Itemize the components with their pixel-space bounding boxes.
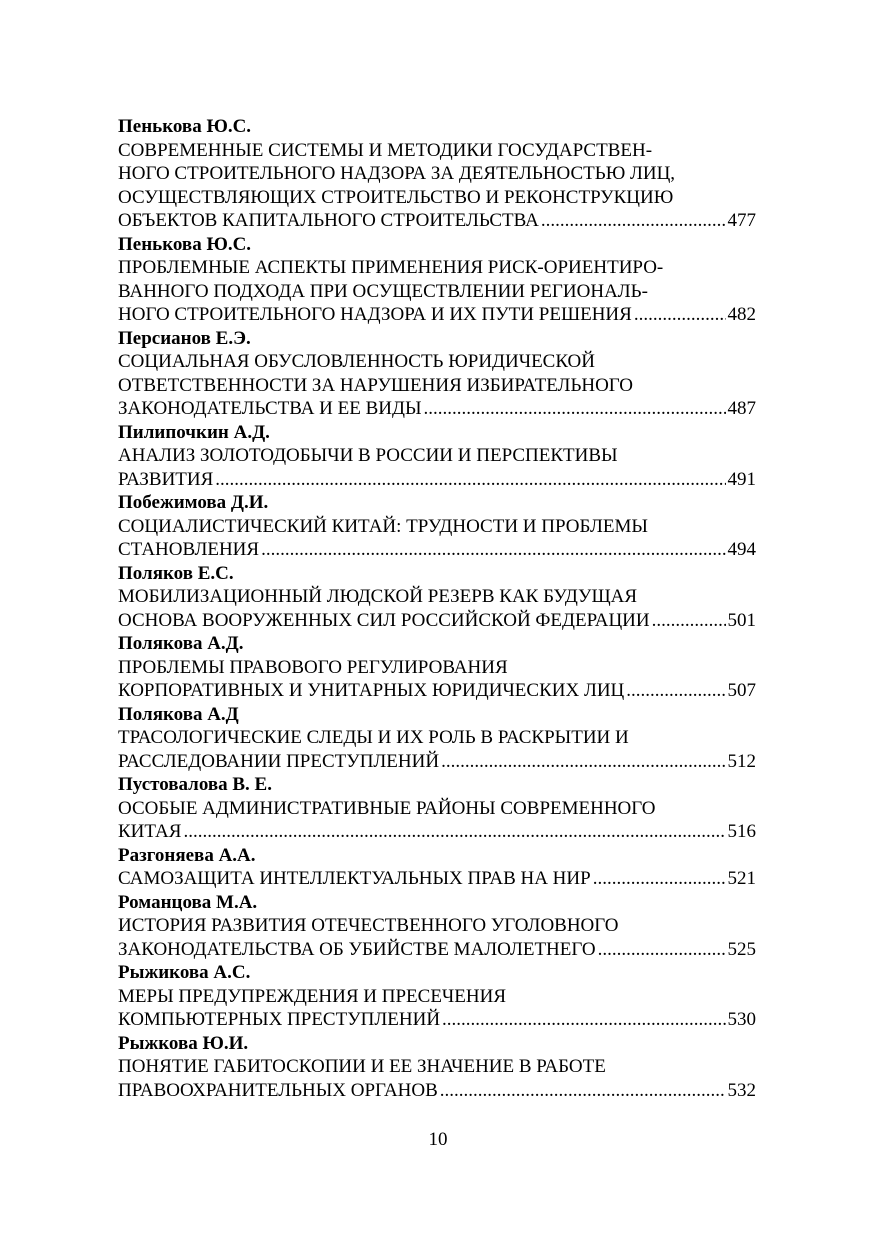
entry-title-line: ПРОБЛЕМНЫЕ АСПЕКТЫ ПРИМЕНЕНИЯ РИСК-ОРИЕНТИРО- xyxy=(118,257,664,278)
toc-entry[interactable] xyxy=(118,961,756,1032)
dot-leader xyxy=(626,679,725,703)
dot-leader xyxy=(598,938,726,962)
entry-title-end: ПРАВООХРАНИТЕЛЬНЫХ ОРГАНОВ xyxy=(118,1079,438,1101)
entry-author: Полякова А.Д xyxy=(118,703,239,725)
entry-title-end: НОГО СТРОИТЕЛЬНОГО НАДЗОРА И ИХ ПУТИ РЕШЕНИЯ xyxy=(118,304,632,325)
dot-leader xyxy=(261,538,725,562)
entry-title-end: ОБЪЕКТОВ КАПИТАЛЬНОГО СТРОИТЕЛЬСТВА xyxy=(118,210,539,231)
entry-last-line xyxy=(118,609,756,633)
toc-entry[interactable] xyxy=(118,891,756,962)
entry-last-line xyxy=(118,938,756,962)
toc-entry[interactable] xyxy=(118,562,756,633)
entry-author: Персианов Е.Э. xyxy=(118,327,251,349)
entry-title-line: СОЦИАЛИСТИЧЕСКИЙ КИТАЙ: ТРУДНОСТИ И ПРОБЛЕМЫ xyxy=(118,515,648,537)
entry-author: Поляков Е.С. xyxy=(118,562,234,584)
entry-page-number: 482 xyxy=(727,304,756,325)
entry-title-line: МЕРЫ ПРЕДУПРЕЖДЕНИЯ И ПРЕСЕЧЕНИЯ xyxy=(118,985,506,1007)
entry-title-end: ОСНОВА ВООРУЖЕННЫХ СИЛ РОССИЙСКОЙ ФЕДЕРАЦИИ xyxy=(118,609,650,631)
entry-title-line: СОВРЕМЕННЫЕ СИСТЕМЫ И МЕТОДИКИ ГОСУДАРСТВЕН- xyxy=(118,139,653,161)
entry-title-end: СТАНОВЛЕНИЯ xyxy=(118,539,260,560)
toc-entry[interactable] xyxy=(118,491,756,562)
entry-author: Побежимова Д.И. xyxy=(118,492,269,513)
entry-title-line: ОСУЩЕСТВЛЯЮЩИХ СТРОИТЕЛЬСТВО И РЕКОНСТРУКЦИЮ xyxy=(118,186,674,208)
entry-title-line: ТРАСОЛОГИЧЕСКИЕ СЛЕДЫ И ИХ РОЛЬ В РАСКРЫТИИ И xyxy=(118,727,629,748)
dot-leader xyxy=(183,820,725,844)
entry-author: Пенькова Ю.С. xyxy=(118,116,252,137)
entry-page-number: 494 xyxy=(727,539,756,560)
toc-entry[interactable] xyxy=(118,844,756,891)
entry-title-end: ЗАКОНОДАТЕЛЬСТВА И ЕЕ ВИДЫ xyxy=(118,398,422,419)
entry-page-number: 501 xyxy=(727,609,756,631)
entry-author: Пустовалова В. Е. xyxy=(118,774,272,795)
dot-leader xyxy=(593,867,726,891)
entry-title-end: КОМПЬЮТЕРНЫХ ПРЕСТУПЛЕНИЙ xyxy=(118,1009,441,1030)
dot-leader xyxy=(440,1079,726,1103)
toc-entry[interactable] xyxy=(118,327,756,421)
entry-page-number: 532 xyxy=(727,1079,756,1101)
entry-last-line xyxy=(118,1008,756,1032)
dot-leader xyxy=(442,1008,725,1032)
entry-last-line xyxy=(118,867,756,891)
entry-title-line: ИСТОРИЯ РАЗВИТИЯ ОТЕЧЕСТВЕННОГО УГОЛОВНОГО xyxy=(118,915,619,936)
dot-leader xyxy=(541,209,726,233)
toc-entry[interactable] xyxy=(118,773,756,844)
entry-last-line xyxy=(118,303,756,327)
entry-title-line: ПРОБЛЕМЫ ПРАВОВОГО РЕГУЛИРОВАНИЯ xyxy=(118,656,508,678)
entry-page-number: 512 xyxy=(727,750,756,772)
entry-title-end: САМОЗАЩИТА ИНТЕЛЛЕКТУАЛЬНЫХ ПРАВ НА НИР xyxy=(118,868,591,889)
entry-title-line: МОБИЛИЗАЦИОННЫЙ ЛЮДСКОЙ РЕЗЕРВ КАК БУДУЩАЯ xyxy=(118,586,638,607)
entry-title-end: КОРПОРАТИВНЫХ И УНИТАРНЫХ ЮРИДИЧЕСКИХ ЛИЦ xyxy=(118,680,625,701)
dot-leader xyxy=(634,303,726,327)
dot-leader xyxy=(424,397,726,421)
entry-page-number: 530 xyxy=(727,1009,756,1030)
entry-author: Пенькова Ю.С. xyxy=(118,233,252,255)
entry-page-number: 516 xyxy=(727,821,756,842)
entry-last-line xyxy=(118,538,756,562)
entry-title-line: СОЦИАЛЬНАЯ ОБУСЛОВЛЕННОСТЬ ЮРИДИЧЕСКОЙ xyxy=(118,351,595,372)
entry-title-line: НОГО СТРОИТЕЛЬНОГО НАДЗОРА ЗА ДЕЯТЕЛЬНОСТЬЮ ЛИЦ, xyxy=(118,163,676,184)
toc-entry[interactable] xyxy=(118,233,756,327)
dot-leader xyxy=(215,468,725,492)
entry-author: Рыжкова Ю.И. xyxy=(118,1032,249,1054)
entry-title-line: АНАЛИЗ ЗОЛОТОДОБЫЧИ В РОССИИ И ПЕРСПЕКТИВЫ xyxy=(118,445,618,466)
entry-page-number: 521 xyxy=(727,868,756,889)
entry-page-number: 507 xyxy=(727,680,756,701)
entry-last-line xyxy=(118,750,756,774)
entry-author: Полякова А.Д. xyxy=(118,633,244,654)
entry-title-line: ПОНЯТИЕ ГАБИТОСКОПИИ И ЕЕ ЗНАЧЕНИЕ В РАБОТЕ xyxy=(118,1056,606,1077)
toc-entry[interactable] xyxy=(118,1032,756,1103)
entry-title-line: ВАННОГО ПОДХОДА ПРИ ОСУЩЕСТВЛЕНИИ РЕГИОНАЛЬ- xyxy=(118,280,648,302)
entry-last-line xyxy=(118,397,756,421)
entry-author: Романцова М.А. xyxy=(118,891,258,913)
entry-last-line xyxy=(118,1079,756,1103)
entry-author: Разгоняева А.А. xyxy=(118,844,256,866)
entry-author: Рыжикова А.С. xyxy=(118,962,251,983)
toc-entry[interactable] xyxy=(118,632,756,703)
entry-author: Пилипочкин А.Д. xyxy=(118,421,270,443)
table-of-contents xyxy=(118,115,756,1102)
toc-entry[interactable] xyxy=(118,115,756,233)
entry-last-line xyxy=(118,820,756,844)
dot-leader xyxy=(441,750,725,774)
page-number-footer: 10 xyxy=(428,1129,448,1150)
toc-entry[interactable] xyxy=(118,703,756,774)
toc-entry[interactable] xyxy=(118,421,756,492)
entry-page-number: 491 xyxy=(727,468,756,490)
entry-page-number: 525 xyxy=(727,938,756,960)
entry-title-end: РАССЛЕДОВАНИИ ПРЕСТУПЛЕНИЙ xyxy=(118,750,440,772)
entry-title-line: ОТВЕТСТВЕННОСТИ ЗА НАРУШЕНИЯ ИЗБИРАТЕЛЬНОГО xyxy=(118,374,634,396)
dot-leader xyxy=(652,609,726,633)
entry-last-line xyxy=(118,209,756,233)
entry-last-line xyxy=(118,679,756,703)
entry-title-end: КИТАЯ xyxy=(118,821,182,842)
entry-title-end: РАЗВИТИЯ xyxy=(118,468,214,490)
entry-page-number: 487 xyxy=(727,398,756,419)
entry-last-line xyxy=(118,468,756,492)
entry-page-number: 477 xyxy=(727,210,756,231)
entry-title-end: ЗАКОНОДАТЕЛЬСТВА ОБ УБИЙСТВЕ МАЛОЛЕТНЕГО xyxy=(118,938,596,960)
entry-title-line: ОСОБЫЕ АДМИНИСТРАТИВНЫЕ РАЙОНЫ СОВРЕМЕННОГО xyxy=(118,797,656,819)
